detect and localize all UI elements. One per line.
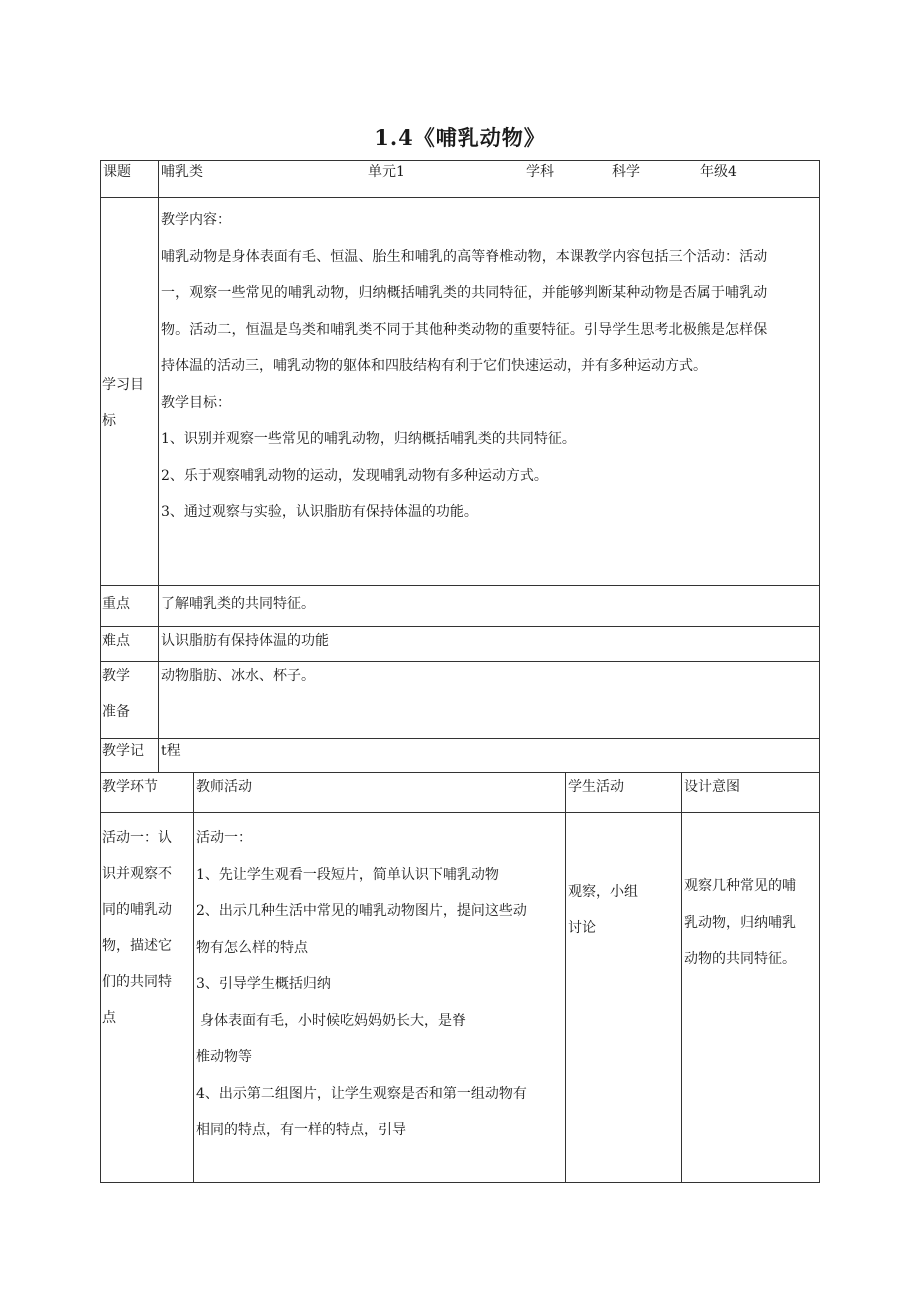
stage-line: 识并观察不 — [102, 866, 172, 882]
unit-value: 单元1 — [368, 164, 405, 180]
goal-item: 2、乐于观察哺乳动物的运动，发现哺乳动物有多种运动方式。 — [161, 467, 548, 484]
rule — [100, 1182, 820, 1183]
content-line: 哺乳动物是身体表面有毛、恒温、胎生和哺乳的高等脊椎动物，本课教学内容包括三个活动：活动 — [161, 248, 768, 265]
goal-item: 1、识别并观察一些常见的哺乳动物，归纳概括哺乳类的共同特征。 — [161, 431, 576, 447]
preparation-label-line2: 准备 — [102, 704, 130, 720]
column-header-intent: 设计意图 — [684, 779, 740, 795]
rule — [158, 160, 159, 772]
content-line: 持体温的活动三，哺乳动物的躯体和四肢结构有利于它们快速运动，并有多种运动方式。 — [161, 358, 707, 374]
difficulty-label: 难点 — [102, 633, 130, 649]
topic-label: 课题 — [103, 164, 131, 180]
stage-line: 物，描述它 — [102, 938, 172, 954]
activity1-stage — [102, 820, 190, 1036]
intent-line: 观察几种常见的哺 — [684, 878, 796, 894]
intent-line: 动物的共同特征。 — [684, 951, 796, 967]
column-header-teacher: 教师活动 — [196, 779, 252, 795]
teacher-line: 1、先让学生观看一段短片，简单认识下哺乳动物 — [196, 866, 499, 883]
rule — [100, 197, 820, 198]
content-heading: 教学内容： — [161, 212, 231, 228]
rule — [100, 772, 820, 773]
stage-line: 同的哺乳动 — [102, 902, 172, 918]
goals-heading: 教学目标： — [161, 394, 231, 411]
page-title: 1.4《哺乳动物》 — [374, 125, 546, 150]
rule — [100, 812, 820, 813]
key-point-value: 了解哺乳类的共同特征。 — [161, 596, 315, 612]
teacher-line: 2、出示几种生活中常见的哺乳动物图片，提问这些动 — [196, 903, 527, 919]
rule — [565, 772, 566, 1182]
column-header-stage: 教学环节 — [102, 779, 158, 795]
objectives-content — [161, 202, 811, 531]
preparation-value: 动物脂肪、冰水、杯子。 — [161, 668, 315, 684]
process-label: 教学记 — [102, 743, 144, 759]
teacher-line: 3、引导学生概括归纳 — [196, 976, 331, 992]
rule — [100, 585, 820, 586]
rule — [100, 160, 820, 161]
rule — [819, 160, 820, 1183]
objectives-label-line1: 学习目 — [102, 377, 144, 393]
activity1-intent — [684, 868, 816, 978]
process-value: t程 — [161, 743, 181, 759]
topic-value: 哺乳类 — [161, 164, 203, 180]
student-line: 讨论 — [568, 920, 596, 936]
stage-line: 活动一：认 — [102, 830, 172, 846]
activity1-teacher — [196, 820, 564, 1149]
teacher-line: 物有怎么样的特点 — [196, 939, 308, 956]
subject-label: 学科 — [526, 164, 554, 180]
key-point-label: 重点 — [102, 596, 130, 612]
stage-line: 点 — [102, 1010, 116, 1026]
column-header-student: 学生活动 — [568, 779, 624, 795]
rule — [681, 772, 682, 1182]
content-line: 物。活动二，恒温是鸟类和哺乳类不同于其他种类动物的重要特征。引导学生思考北极熊是怎样保 — [161, 321, 768, 338]
teacher-line: 活动一： — [196, 830, 252, 846]
teacher-line: 相同的特点，有一样的特点，引导 — [196, 1122, 406, 1138]
preparation-label-line1: 教学 — [102, 668, 130, 684]
intent-line: 乳动物，归纳哺乳 — [684, 914, 796, 931]
difficulty-value: 认识脂肪有保持体温的功能 — [161, 633, 329, 649]
content-line: 一，观察一些常见的哺乳动物，归纳概括哺乳类的共同特征，并能够判断某种动物是否属于哺乳动 — [161, 285, 768, 301]
grade-value: 年级4 — [700, 164, 737, 180]
stage-line: 们的共同特 — [102, 974, 172, 990]
rule — [100, 626, 820, 627]
rule — [100, 661, 820, 662]
activity1-student — [568, 874, 678, 946]
teacher-line: 4、出示第二组图片，让学生观察是否和第一组动物有 — [196, 1085, 527, 1102]
rule — [100, 738, 820, 739]
teacher-line: 身体表面有毛，小时候吃妈妈奶长大，是脊 — [200, 1012, 466, 1029]
goal-item: 3、通过观察与实验，认识脂肪有保持体温的功能。 — [161, 504, 478, 520]
teacher-line: 椎动物等 — [196, 1049, 252, 1065]
objectives-label-line2: 标 — [102, 413, 116, 429]
student-line: 观察，小组 — [568, 884, 638, 900]
subject-value: 科学 — [612, 164, 640, 180]
rule — [100, 160, 101, 1183]
rule — [193, 772, 194, 1182]
